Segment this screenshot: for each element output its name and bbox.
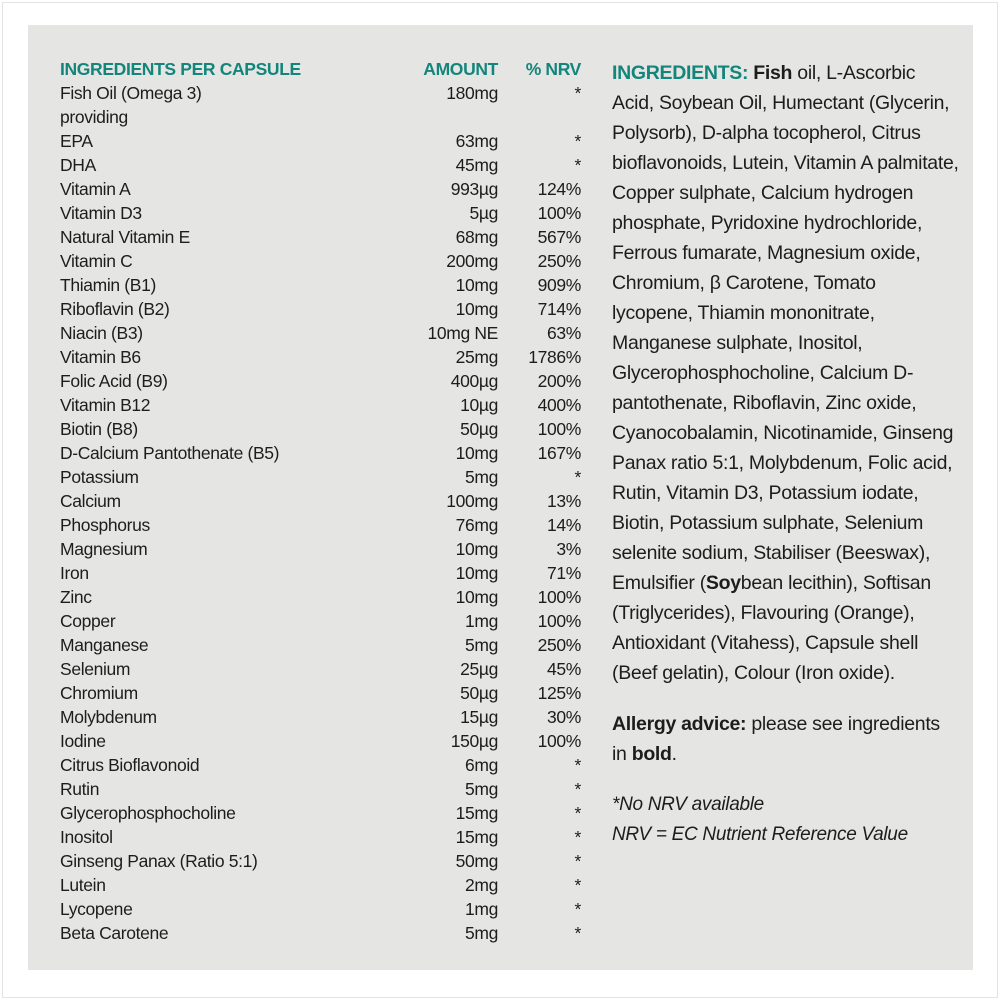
- ingredient-name: Vitamin B6: [60, 347, 141, 367]
- nrv-value: *: [574, 83, 581, 103]
- nrv-value: 100%: [537, 611, 581, 631]
- nrv-value: *: [574, 779, 581, 799]
- amount-value: 1mg: [465, 899, 498, 919]
- nrv-value: 100%: [537, 731, 581, 751]
- ingredient-name: Calcium: [60, 491, 121, 511]
- nrv-value: *: [574, 467, 581, 487]
- amount-value: 5mg: [465, 779, 498, 799]
- table-row: [60, 465, 581, 489]
- nrv-value: 13%: [547, 491, 581, 511]
- nrv-value: *: [574, 851, 581, 871]
- table-row: [60, 801, 581, 825]
- amount-value: 1mg: [465, 611, 498, 631]
- ingredient-name: Folic Acid (B9): [60, 371, 168, 391]
- table-row: [60, 897, 581, 921]
- table-row: [60, 393, 581, 417]
- header-amount: AMOUNT: [423, 59, 498, 79]
- ingredient-name: Iron: [60, 563, 89, 583]
- ingredients-text: [612, 58, 959, 688]
- ingredient-name: Niacin (B3): [60, 323, 143, 343]
- ingredient-name: Fish Oil (Omega 3): [60, 83, 202, 103]
- text-segment: Allergy advice:: [612, 713, 747, 735]
- amount-value: 6mg: [465, 755, 498, 775]
- nrv-value: 200%: [537, 371, 581, 391]
- ingredient-name: Lycopene: [60, 899, 133, 919]
- table-row: [60, 681, 581, 705]
- footnote-no-nrv: *No NRV available: [612, 794, 764, 815]
- table-row: [60, 921, 581, 945]
- table-row: [60, 297, 581, 321]
- amount-value: 15mg: [455, 827, 498, 847]
- nrv-value: 14%: [547, 515, 581, 535]
- amount-value: 10mg: [455, 539, 498, 559]
- ingredient-name: Thiamin (B1): [60, 275, 156, 295]
- amount-value: 10mg NE: [427, 323, 498, 343]
- amount-value: 15mg: [455, 803, 498, 823]
- nrv-value: *: [574, 899, 581, 919]
- ingredient-name: Beta Carotene: [60, 923, 169, 943]
- amount-value: 10mg: [455, 299, 498, 319]
- nrv-value: 909%: [537, 275, 581, 295]
- ingredient-name: Glycerophosphocholine: [60, 803, 236, 823]
- amount-value: 25µg: [460, 659, 498, 679]
- nrv-value: 100%: [537, 587, 581, 607]
- right-column: [612, 58, 959, 850]
- amount-value: 5mg: [465, 635, 498, 655]
- amount-value: 50mg: [455, 851, 498, 871]
- header-nrv: % NRV: [525, 59, 581, 79]
- nrv-value: *: [574, 875, 581, 895]
- table-row: [60, 177, 581, 201]
- ingredient-name: Selenium: [60, 659, 131, 679]
- ingredient-name: Manganese: [60, 635, 149, 655]
- footnotes: [612, 790, 959, 850]
- table-row: [60, 273, 581, 297]
- table-row: [60, 561, 581, 585]
- amount-value: 25mg: [455, 347, 498, 367]
- table-row: [60, 369, 581, 393]
- ingredient-name: Citrus Bioflavonoid: [60, 755, 200, 775]
- nrv-value: 1786%: [528, 347, 581, 367]
- text-segment: please see ingredients in: [612, 713, 940, 765]
- nrv-value: 100%: [537, 419, 581, 439]
- label-panel: [28, 25, 973, 970]
- table-row: [60, 441, 581, 465]
- ingredient-name: Vitamin A: [60, 179, 131, 199]
- amount-value: 50µg: [460, 419, 498, 439]
- table-row: [60, 105, 581, 129]
- table-row: [60, 633, 581, 657]
- table-row: [60, 225, 581, 249]
- ingredient-name: Ginseng Panax (Ratio 5:1): [60, 851, 258, 871]
- amount-value: 45mg: [455, 155, 498, 175]
- table-row: [60, 753, 581, 777]
- text-segment: Fish: [753, 62, 793, 84]
- amount-value: 200mg: [446, 251, 498, 271]
- nrv-value: *: [574, 803, 581, 823]
- table-row: [60, 825, 581, 849]
- ingredient-name: D-Calcium Pantothenate (B5): [60, 443, 280, 463]
- amount-value: 10mg: [455, 587, 498, 607]
- nrv-value: 100%: [537, 203, 581, 223]
- ingredient-name: Magnesium: [60, 539, 148, 559]
- table-row: [60, 489, 581, 513]
- nrv-value: 30%: [547, 707, 581, 727]
- amount-value: 5mg: [465, 467, 498, 487]
- nrv-value: *: [574, 755, 581, 775]
- nrv-value: *: [574, 923, 581, 943]
- table-body: [60, 81, 581, 945]
- table-row: [60, 777, 581, 801]
- nrv-value: 167%: [537, 443, 581, 463]
- text-segment: oil, L-Ascorbic Acid, Soybean Oil, Humectant (Glycerin, Polysorb), D-alpha tocopherol, Citrus bioflavonoids, Lutein, Vitamin A palmitate, Copper sulphate, Calcium hydrogen phosphate, Pyridoxine hydrochloride, Ferrous fumarate, Magnesium oxide, Chromium, β Carotene, Tomato lycopene, Thiamin mononitrate, Manganese sulphate, Inositol, Glycerophosphocholine, Calcium D- pantothenate, Riboflavin, Zinc oxide, Cyanocobalamin, Nicotinamide, Ginseng Panax ratio 5:1, Molybdenum, Folic acid, Rutin, Vitamin D3, Potassium iodate, Biotin, Potassium sulphate, Selenium selenite sodium, Stabiliser (Beeswax), Emulsifier (: [612, 62, 959, 594]
- nrv-value: 125%: [537, 683, 581, 703]
- nrv-value: *: [574, 155, 581, 175]
- header-ingredients-per-capsule: INGREDIENTS PER CAPSULE: [60, 59, 301, 79]
- nrv-value: 400%: [537, 395, 581, 415]
- table-row: [60, 153, 581, 177]
- amount-value: 63mg: [455, 131, 498, 151]
- table-row: [60, 129, 581, 153]
- table-row: [60, 537, 581, 561]
- ingredient-name: Vitamin D3: [60, 203, 142, 223]
- allergy-text: [612, 709, 959, 769]
- table-row: [60, 729, 581, 753]
- amount-value: 68mg: [455, 227, 498, 247]
- ingredient-name: DHA: [60, 155, 96, 175]
- table-header: [60, 57, 581, 81]
- ingredient-name: Iodine: [60, 731, 106, 751]
- table-row: [60, 849, 581, 873]
- table-row: [60, 609, 581, 633]
- ingredient-name: Molybdenum: [60, 707, 157, 727]
- table-row: [60, 201, 581, 225]
- ingredient-name: providing: [60, 107, 128, 127]
- amount-value: 50µg: [460, 683, 498, 703]
- nrv-value: 567%: [537, 227, 581, 247]
- amount-value: 10mg: [455, 275, 498, 295]
- nrv-value: 71%: [547, 563, 581, 583]
- ingredient-name: Biotin (B8): [60, 419, 138, 439]
- nrv-value: *: [574, 131, 581, 151]
- ingredients-table: [60, 57, 581, 945]
- nrv-value: 250%: [537, 251, 581, 271]
- ingredient-name: Zinc: [60, 587, 92, 607]
- nrv-value: *: [574, 827, 581, 847]
- nrv-value: [498, 105, 581, 129]
- table-row: [60, 657, 581, 681]
- ingredient-name: EPA: [60, 131, 93, 151]
- ingredient-name: Inositol: [60, 827, 113, 847]
- ingredient-name: Copper: [60, 611, 116, 631]
- table-row: [60, 873, 581, 897]
- ingredient-name: Potassium: [60, 467, 139, 487]
- amount-value: [386, 105, 498, 129]
- nrv-value: 63%: [547, 323, 581, 343]
- table-row: [60, 321, 581, 345]
- text-segment: Soy: [705, 572, 741, 594]
- text-segment: bean lecithin), Softisan (Triglycerides), Flavouring (Orange), Antioxidant (Vitahess), Capsule shell (Beef gelatin), Colour (Iron oxide).: [612, 572, 931, 684]
- table-row: [60, 513, 581, 537]
- amount-value: 5µg: [469, 203, 498, 223]
- amount-value: 76mg: [455, 515, 498, 535]
- nrv-value: 250%: [537, 635, 581, 655]
- table-row: [60, 81, 581, 105]
- table-row: [60, 345, 581, 369]
- ingredient-name: Vitamin C: [60, 251, 133, 271]
- amount-value: 5mg: [465, 923, 498, 943]
- amount-value: 10µg: [460, 395, 498, 415]
- nrv-value: 45%: [547, 659, 581, 679]
- ingredient-name: Chromium: [60, 683, 138, 703]
- ingredient-name: Rutin: [60, 779, 100, 799]
- amount-value: 100mg: [446, 491, 498, 511]
- text-segment: .: [671, 743, 677, 765]
- ingredient-name: Lutein: [60, 875, 106, 895]
- table-row: [60, 585, 581, 609]
- nrv-value: 3%: [556, 539, 581, 559]
- amount-value: 10mg: [455, 563, 498, 583]
- amount-value: 150µg: [450, 731, 498, 751]
- ingredient-name: Natural Vitamin E: [60, 227, 190, 247]
- nrv-value: 124%: [537, 179, 581, 199]
- table-row: [60, 705, 581, 729]
- amount-value: 993µg: [450, 179, 498, 199]
- ingredient-name: Riboflavin (B2): [60, 299, 170, 319]
- amount-value: 15µg: [460, 707, 498, 727]
- amount-value: 180mg: [446, 83, 498, 103]
- nrv-value: 714%: [537, 299, 581, 319]
- table-row: [60, 249, 581, 273]
- amount-value: 400µg: [450, 371, 498, 391]
- amount-value: 10mg: [455, 443, 498, 463]
- footnote-nrv-definition: NRV = EC Nutrient Reference Value: [612, 824, 908, 845]
- text-segment: bold: [631, 743, 672, 765]
- table-row: [60, 417, 581, 441]
- ingredient-name: Phosphorus: [60, 515, 150, 535]
- ingredient-name: Vitamin B12: [60, 395, 151, 415]
- amount-value: 2mg: [465, 875, 498, 895]
- text-segment: INGREDIENTS:: [612, 62, 754, 84]
